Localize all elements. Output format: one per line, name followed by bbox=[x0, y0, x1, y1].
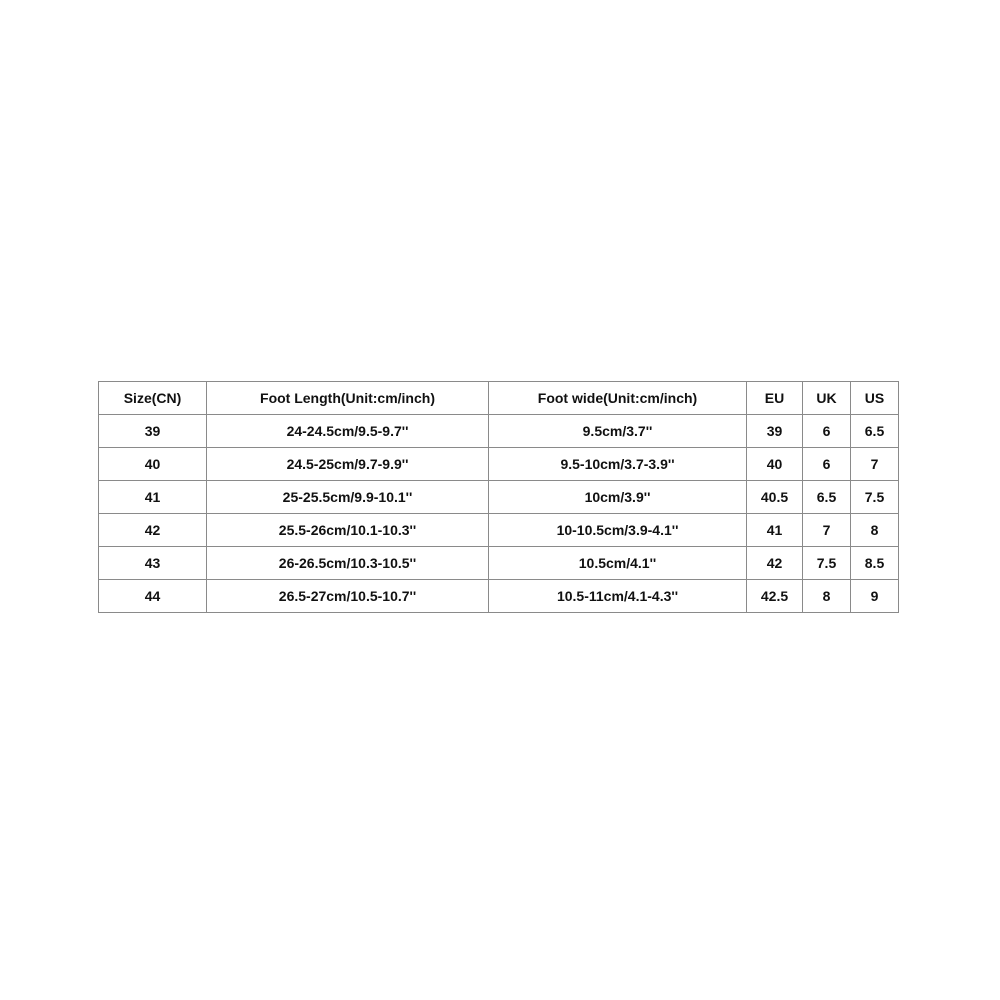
cell-foot-wide: 10.5cm/4.1'' bbox=[489, 547, 747, 580]
cell-us: 8 bbox=[851, 514, 899, 547]
cell-eu: 39 bbox=[747, 415, 803, 448]
cell-foot-wide: 9.5cm/3.7'' bbox=[489, 415, 747, 448]
cell-eu: 42 bbox=[747, 547, 803, 580]
header-row bbox=[99, 382, 899, 415]
cell-us: 8.5 bbox=[851, 547, 899, 580]
cell-size-cn: 42 bbox=[99, 514, 207, 547]
cell-us: 6.5 bbox=[851, 415, 899, 448]
cell-eu: 40 bbox=[747, 448, 803, 481]
header-foot-wide: Foot wide(Unit:cm/inch) bbox=[489, 382, 747, 415]
cell-foot-wide: 9.5-10cm/3.7-3.9'' bbox=[489, 448, 747, 481]
header-us: US bbox=[851, 382, 899, 415]
cell-foot-length: 26-26.5cm/10.3-10.5'' bbox=[207, 547, 489, 580]
table-row bbox=[99, 481, 899, 514]
table-row bbox=[99, 580, 899, 613]
header-size-cn: Size(CN) bbox=[99, 382, 207, 415]
cell-foot-length: 24-24.5cm/9.5-9.7'' bbox=[207, 415, 489, 448]
header-foot-length: Foot Length(Unit:cm/inch) bbox=[207, 382, 489, 415]
cell-size-cn: 44 bbox=[99, 580, 207, 613]
cell-size-cn: 40 bbox=[99, 448, 207, 481]
cell-foot-wide: 10cm/3.9'' bbox=[489, 481, 747, 514]
cell-size-cn: 43 bbox=[99, 547, 207, 580]
cell-size-cn: 39 bbox=[99, 415, 207, 448]
table-row bbox=[99, 415, 899, 448]
table-row bbox=[99, 547, 899, 580]
cell-us: 9 bbox=[851, 580, 899, 613]
cell-foot-length: 25.5-26cm/10.1-10.3'' bbox=[207, 514, 489, 547]
cell-uk: 8 bbox=[803, 580, 851, 613]
cell-us: 7.5 bbox=[851, 481, 899, 514]
table-row bbox=[99, 514, 899, 547]
cell-foot-length: 24.5-25cm/9.7-9.9'' bbox=[207, 448, 489, 481]
cell-uk: 7.5 bbox=[803, 547, 851, 580]
cell-uk: 6 bbox=[803, 415, 851, 448]
cell-foot-wide: 10.5-11cm/4.1-4.3'' bbox=[489, 580, 747, 613]
cell-foot-length: 26.5-27cm/10.5-10.7'' bbox=[207, 580, 489, 613]
cell-uk: 7 bbox=[803, 514, 851, 547]
cell-uk: 6.5 bbox=[803, 481, 851, 514]
cell-uk: 6 bbox=[803, 448, 851, 481]
cell-foot-length: 25-25.5cm/9.9-10.1'' bbox=[207, 481, 489, 514]
cell-foot-wide: 10-10.5cm/3.9-4.1'' bbox=[489, 514, 747, 547]
cell-eu: 42.5 bbox=[747, 580, 803, 613]
cell-eu: 41 bbox=[747, 514, 803, 547]
table-body bbox=[99, 415, 899, 613]
cell-size-cn: 41 bbox=[99, 481, 207, 514]
table-header bbox=[99, 382, 899, 415]
cell-us: 7 bbox=[851, 448, 899, 481]
cell-eu: 40.5 bbox=[747, 481, 803, 514]
header-uk: UK bbox=[803, 382, 851, 415]
table-row bbox=[99, 448, 899, 481]
header-eu: EU bbox=[747, 382, 803, 415]
size-chart-table bbox=[98, 381, 899, 613]
